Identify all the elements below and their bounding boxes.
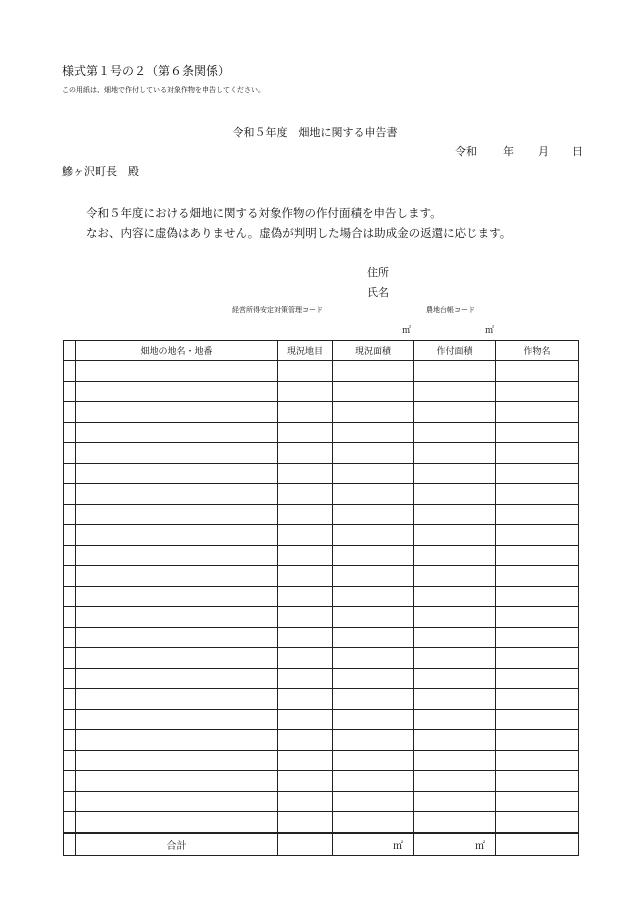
row-marker-cell: [64, 730, 76, 751]
row-marker-cell: [64, 627, 76, 648]
body-line-2: なお、内容に虚偽はありません。虚偽が判明した場合は助成金の返還に応じます。: [86, 226, 512, 240]
current-area-cell[interactable]: [333, 812, 414, 833]
crop-name-cell[interactable]: [496, 566, 579, 587]
row-marker-cell: [64, 402, 76, 423]
crop-name-cell[interactable]: [496, 422, 579, 443]
row-marker-cell: [64, 381, 76, 402]
row-marker-cell: [64, 709, 76, 730]
current-area-cell[interactable]: [333, 422, 414, 443]
crop-name-cell[interactable]: [496, 648, 579, 669]
addressee: 鰺ヶ沢町長 殿: [62, 165, 139, 178]
table-row: [64, 422, 579, 443]
row-marker-cell: [64, 566, 76, 587]
location-cell[interactable]: [76, 381, 278, 402]
crop-name-cell[interactable]: [496, 463, 579, 484]
planted-area-cell[interactable]: [414, 566, 496, 587]
current-area-cell[interactable]: [333, 381, 414, 402]
planted-area-cell[interactable]: [414, 586, 496, 607]
table-row: [64, 791, 579, 812]
location-cell[interactable]: [76, 361, 278, 382]
column-header-current-category: 現況地目: [278, 341, 333, 361]
planted-area-cell[interactable]: [414, 361, 496, 382]
crop-name-cell[interactable]: [496, 443, 579, 464]
planted-area-cell[interactable]: [414, 607, 496, 628]
planted-area-cell[interactable]: [414, 791, 496, 812]
table-body: [64, 361, 579, 833]
table-row: [64, 812, 579, 833]
location-cell[interactable]: [76, 730, 278, 751]
row-marker-cell: [64, 443, 76, 464]
location-cell[interactable]: [76, 484, 278, 505]
crop-name-cell[interactable]: [496, 709, 579, 730]
table-row: [64, 566, 579, 587]
column-header-crop-name: 作物名: [496, 341, 579, 361]
crop-name-cell[interactable]: [496, 607, 579, 628]
current-category-cell[interactable]: [278, 607, 333, 628]
table-row: [64, 525, 579, 546]
table-row: [64, 484, 579, 505]
planted-area-cell[interactable]: [414, 668, 496, 689]
location-cell[interactable]: [76, 422, 278, 443]
table-row: [64, 586, 579, 607]
table-row: [64, 668, 579, 689]
location-cell[interactable]: [76, 668, 278, 689]
planted-area-cell[interactable]: [414, 443, 496, 464]
crop-area-table: [63, 340, 579, 856]
current-category-cell[interactable]: [278, 812, 333, 833]
current-area-cell[interactable]: [333, 607, 414, 628]
current-area-cell[interactable]: [333, 586, 414, 607]
current-category-cell[interactable]: [278, 709, 333, 730]
location-cell[interactable]: [76, 586, 278, 607]
current-category-cell[interactable]: [278, 463, 333, 484]
table-row: [64, 381, 579, 402]
row-marker-cell: [64, 463, 76, 484]
current-area-cell[interactable]: [333, 730, 414, 751]
location-cell[interactable]: [76, 463, 278, 484]
current-area-cell[interactable]: [333, 525, 414, 546]
current-category-cell[interactable]: [278, 586, 333, 607]
row-marker-cell: [64, 750, 76, 771]
table-row: [64, 771, 579, 792]
table-row: [64, 627, 579, 648]
row-marker-cell: [64, 484, 76, 505]
planted-area-cell[interactable]: [414, 689, 496, 710]
total-current-area-unit[interactable]: ㎡: [333, 833, 414, 856]
current-category-cell[interactable]: [278, 443, 333, 464]
table-row: [64, 463, 579, 484]
date-day-label: 日: [572, 145, 583, 158]
current-category-cell[interactable]: [278, 402, 333, 423]
column-header-location: 畑地の地名・地番: [76, 341, 278, 361]
current-category-cell[interactable]: [278, 668, 333, 689]
current-category-cell[interactable]: [278, 525, 333, 546]
crop-name-cell[interactable]: [496, 689, 579, 710]
current-area-cell[interactable]: [333, 791, 414, 812]
planted-area-cell[interactable]: [414, 484, 496, 505]
location-cell[interactable]: [76, 771, 278, 792]
current-category-cell[interactable]: [278, 750, 333, 771]
crop-name-cell[interactable]: [496, 504, 579, 525]
row-marker-cell: [64, 586, 76, 607]
table-row: [64, 361, 579, 382]
total-label: 合計: [76, 833, 278, 856]
planted-area-cell[interactable]: [414, 771, 496, 792]
current-category-cell[interactable]: [278, 504, 333, 525]
current-area-cell[interactable]: [333, 504, 414, 525]
row-marker-cell: [64, 812, 76, 833]
column-header-marker: [64, 341, 76, 361]
address-label: 住所: [367, 266, 389, 279]
crop-name-cell[interactable]: [496, 484, 579, 505]
crop-name-cell[interactable]: [496, 525, 579, 546]
current-area-cell[interactable]: [333, 566, 414, 587]
management-code-unit: ㎡: [402, 326, 412, 336]
location-cell[interactable]: [76, 607, 278, 628]
row-marker-cell: [64, 545, 76, 566]
crop-name-cell[interactable]: [496, 791, 579, 812]
current-area-cell[interactable]: [333, 443, 414, 464]
planted-area-cell[interactable]: [414, 422, 496, 443]
location-cell[interactable]: [76, 709, 278, 730]
row-marker-cell: [64, 504, 76, 525]
farmland-code-unit: ㎡: [485, 326, 495, 336]
table-row: [64, 730, 579, 751]
location-cell[interactable]: [76, 812, 278, 833]
crop-name-cell[interactable]: [496, 771, 579, 792]
table-row: [64, 750, 579, 771]
planted-area-cell[interactable]: [414, 402, 496, 423]
row-marker-cell: [64, 361, 76, 382]
current-area-cell[interactable]: [333, 648, 414, 669]
row-marker-cell: [64, 525, 76, 546]
date-year-label: 年: [503, 145, 514, 158]
current-category-cell[interactable]: [278, 648, 333, 669]
column-header-planted-area: 作付面積: [414, 341, 496, 361]
location-cell[interactable]: [76, 750, 278, 771]
table-row: [64, 443, 579, 464]
planted-area-cell[interactable]: [414, 730, 496, 751]
current-area-cell[interactable]: [333, 668, 414, 689]
crop-name-cell[interactable]: [496, 627, 579, 648]
crop-name-cell[interactable]: [496, 730, 579, 751]
current-area-cell[interactable]: [333, 402, 414, 423]
location-cell[interactable]: [76, 504, 278, 525]
current-category-cell[interactable]: [278, 422, 333, 443]
column-header-current-area: 現況面積: [333, 341, 414, 361]
planted-area-cell[interactable]: [414, 504, 496, 525]
crop-name-cell[interactable]: [496, 381, 579, 402]
current-category-cell[interactable]: [278, 545, 333, 566]
body-line-1: 令和５年度における畑地に関する対象作物の作付面積を申告します。: [86, 206, 442, 220]
current-category-cell[interactable]: [278, 730, 333, 751]
current-category-cell[interactable]: [278, 791, 333, 812]
crop-name-cell[interactable]: [496, 361, 579, 382]
current-category-cell[interactable]: [278, 771, 333, 792]
notice-text: この用紙は、畑地で作付している対象作物を申告してください。: [62, 86, 265, 94]
table-header-row: [64, 341, 579, 361]
planted-area-cell[interactable]: [414, 545, 496, 566]
current-area-cell[interactable]: [333, 361, 414, 382]
total-marker-cell: [64, 833, 76, 856]
planted-area-cell[interactable]: [414, 709, 496, 730]
table-row: [64, 607, 579, 628]
crop-name-cell[interactable]: [496, 812, 579, 833]
crop-name-cell[interactable]: [496, 586, 579, 607]
farmland-code-label: 農地台帳コード: [426, 306, 475, 314]
current-area-cell[interactable]: [333, 709, 414, 730]
table-row: [64, 545, 579, 566]
row-marker-cell: [64, 771, 76, 792]
table-row: [64, 648, 579, 669]
current-category-cell[interactable]: [278, 689, 333, 710]
location-cell[interactable]: [76, 545, 278, 566]
planted-area-cell[interactable]: [414, 525, 496, 546]
total-row: [64, 833, 579, 856]
total-planted-area-unit[interactable]: ㎡: [414, 833, 496, 856]
current-category-cell[interactable]: [278, 566, 333, 587]
current-area-cell[interactable]: [333, 627, 414, 648]
planted-area-cell[interactable]: [414, 812, 496, 833]
current-category-cell[interactable]: [278, 627, 333, 648]
location-cell[interactable]: [76, 443, 278, 464]
planted-area-cell[interactable]: [414, 381, 496, 402]
current-area-cell[interactable]: [333, 484, 414, 505]
total-crop-cell[interactable]: [496, 833, 579, 856]
row-marker-cell: [64, 607, 76, 628]
current-area-cell[interactable]: [333, 463, 414, 484]
row-marker-cell: [64, 648, 76, 669]
current-area-cell[interactable]: [333, 771, 414, 792]
crop-name-cell[interactable]: [496, 402, 579, 423]
current-category-cell[interactable]: [278, 484, 333, 505]
document-title: 令和５年度 畑地に関する申告書: [232, 126, 398, 139]
location-cell[interactable]: [76, 791, 278, 812]
table-row: [64, 709, 579, 730]
form-number: 様式第１号の２（第６条関係）: [62, 64, 231, 78]
location-cell[interactable]: [76, 402, 278, 423]
crop-name-cell[interactable]: [496, 750, 579, 771]
crop-name-cell[interactable]: [496, 668, 579, 689]
planted-area-cell[interactable]: [414, 463, 496, 484]
location-cell[interactable]: [76, 525, 278, 546]
row-marker-cell: [64, 668, 76, 689]
planted-area-cell[interactable]: [414, 750, 496, 771]
name-label: 氏名: [367, 286, 389, 299]
current-category-cell[interactable]: [278, 381, 333, 402]
management-code-label: 経営所得安定対策管理コード: [232, 306, 323, 314]
row-marker-cell: [64, 791, 76, 812]
location-cell[interactable]: [76, 627, 278, 648]
location-cell[interactable]: [76, 648, 278, 669]
current-area-cell[interactable]: [333, 545, 414, 566]
table-row: [64, 689, 579, 710]
crop-name-cell[interactable]: [496, 545, 579, 566]
row-marker-cell: [64, 422, 76, 443]
location-cell[interactable]: [76, 566, 278, 587]
row-marker-cell: [64, 689, 76, 710]
location-cell[interactable]: [76, 689, 278, 710]
table-row: [64, 402, 579, 423]
planted-area-cell[interactable]: [414, 627, 496, 648]
date-era: 令和: [455, 145, 477, 158]
planted-area-cell[interactable]: [414, 648, 496, 669]
current-area-cell[interactable]: [333, 689, 414, 710]
table-row: [64, 504, 579, 525]
current-category-cell[interactable]: [278, 361, 333, 382]
total-category-cell[interactable]: [278, 833, 333, 856]
current-area-cell[interactable]: [333, 750, 414, 771]
date-month-label: 月: [538, 145, 549, 158]
